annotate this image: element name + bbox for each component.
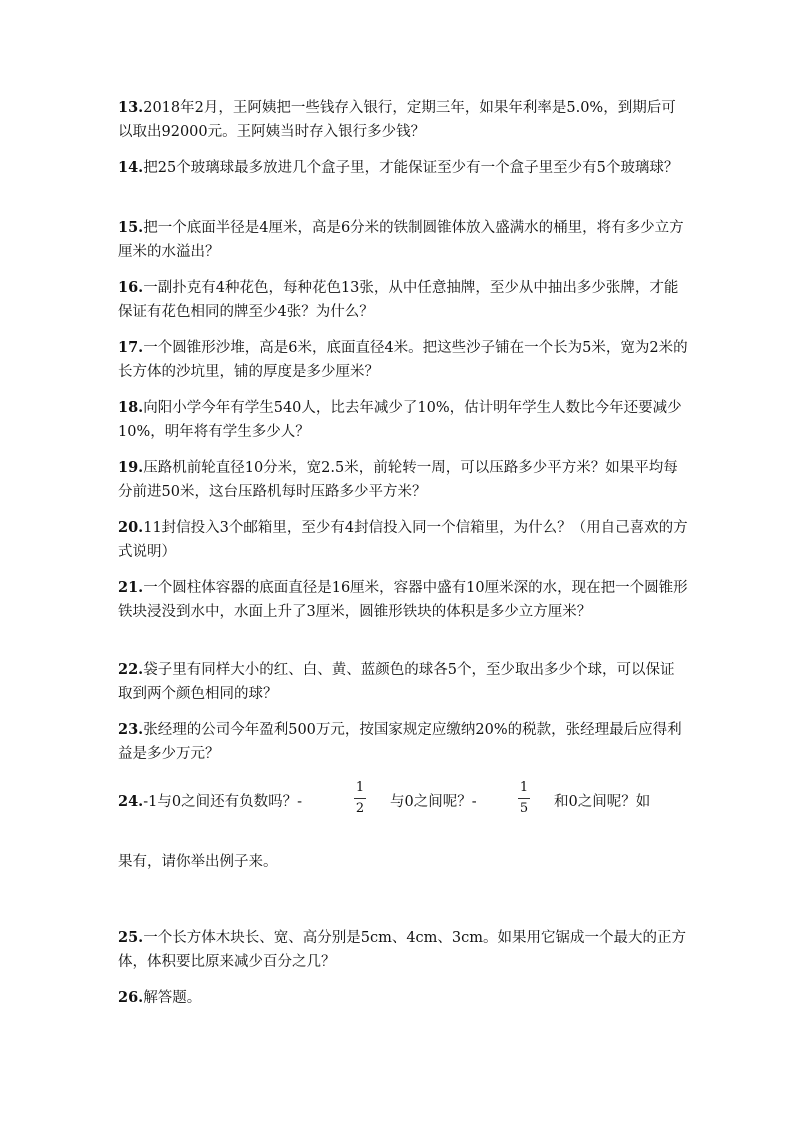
question-23: 23.张经理的公司今年盈利500万元，按国家规定应缴纳20%的税款，张经理最后应得利益是多少万元？ <box>118 721 682 762</box>
question-21: 21.一个圆柱体容器的底面直径是16厘米，容器中盛有10厘米深的水，现在把一个圆锥形铁块浸没到水中，水面上升了3厘米，圆锥形铁块的体积是多少立方厘米？ <box>118 579 688 620</box>
question-14: 14.把25个玻璃球最多放进几个盒子里，才能保证至少有一个盒子里至少有5个玻璃球？ <box>118 159 679 176</box>
question-22: 22.袋子里有同样大小的红、白、黄、蓝颜色的球各5个，至少取出多少个球，可以保证取到两个颜色相同的球？ <box>118 661 675 702</box>
question-19: 19.压路机前轮直径10分米，宽2.5米，前轮转一周，可以压路多少平方米？如果平均每分前进50米，这台压路机每时压路多少平方米？ <box>118 459 678 500</box>
question-15: 15.把一个底面半径是4厘米，高是6分米的铁制圆锥体放入盛满水的桶里，将有多少立方厘米的水溢出？ <box>118 219 684 260</box>
question-25: 25.一个长方体木块长、宽、高分别是5cm、4cm、3cm。如果用它锯成一个最大的正方体，体积要比原来减少百分之几？ <box>118 929 687 970</box>
question-20: 20.11封信投入3个邮箱里，至少有4封信投入同一个信箱里，为什么？（用自己喜欢的方式说明） <box>118 519 688 560</box>
question-26: 26.解答题。 <box>118 989 202 1006</box>
fraction-one-half: 1 2 <box>355 780 365 816</box>
question-24-line2: 果有，请你举出例子来。 <box>118 854 278 870</box>
question-13: 13.2018年2月，王阿姨把一些钱存入银行，定期三年，如果年利率是5.0%，到期后可以取出92000元。王阿姨当时存入银行多少钱？ <box>118 99 676 140</box>
question-17: 17.一个圆锥形沙堆，高是6米，底面直径4米。把这些沙子铺在一个长为5米，宽为2米的长方体的沙坑里，铺的厚度是多少厘米？ <box>118 339 688 380</box>
question-16: 16.一副扑克有4种花色，每种花色13张，从中任意抽牌，至少从中抽出多少张牌，才能保证有花色相同的牌至少4张？为什么？ <box>118 279 679 320</box>
fraction-one-fifth: 1 5 <box>519 780 529 816</box>
question-18: 18.向阳小学今年有学生540人，比去年减少了10%，估计明年学生人数比今年还要减少10%，明年将有学生多少人？ <box>118 399 682 440</box>
